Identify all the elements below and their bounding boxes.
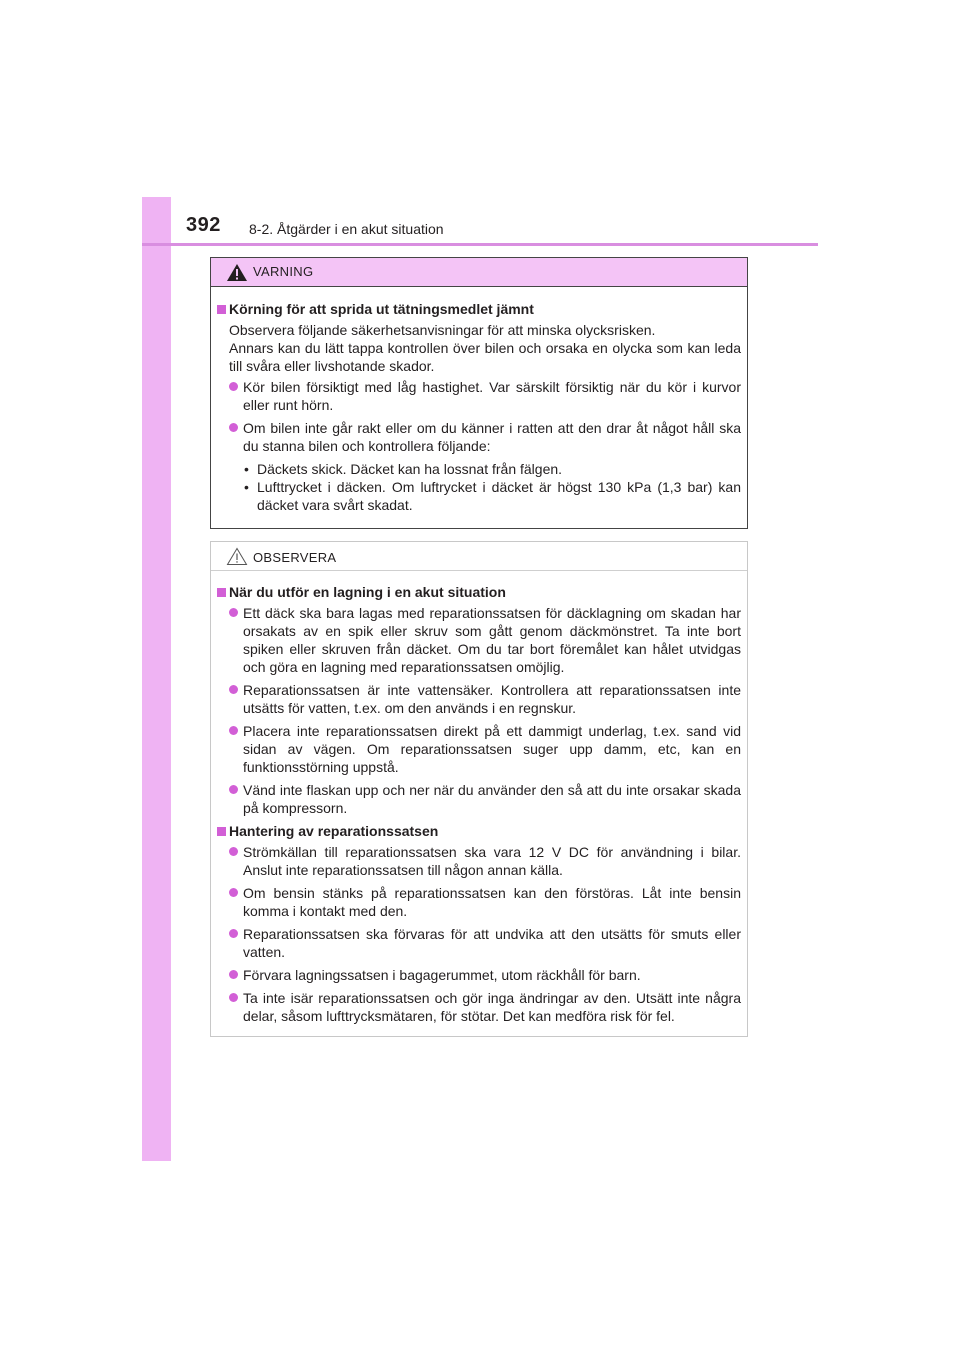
- bullet-icon: [229, 970, 238, 979]
- list-item: Om bilen inte går rakt eller om du känner i ratten att den drar åt något håll ska du stanna bilen och kontrollera följande:: [218, 419, 741, 455]
- warning-heading: Körning för att sprida ut tätningsmedlet jämnt: [217, 300, 741, 318]
- caution-outline-triangle-icon: [226, 547, 248, 566]
- list-item: Ta inte isär reparationssatsen och gör inga ändringar av den. Utsätt inte några delar, såsom lufttrycksmätaren, för stötar. Det kan medföra risk för fel.: [218, 989, 741, 1025]
- warning-intro-2: Annars kan du lätt tappa kontrollen över bilen och orsaka en olycka som kan leda till svåra eller livshotande skador.: [229, 340, 741, 374]
- list-item: Kör bilen försiktigt med låg hastighet. Var särskilt försiktig när du kör i kurvor eller runt hörn.: [218, 378, 741, 414]
- bullet-icon: [229, 847, 238, 856]
- chapter-side-tab: [142, 197, 171, 1161]
- bullet-icon: [229, 993, 238, 1002]
- header-rule: [142, 243, 818, 246]
- sub-list-item: • Däckets skick. Däcket kan ha lossnat från fälgen.: [244, 461, 563, 477]
- notice-box: [210, 541, 748, 1037]
- warning-header: [211, 258, 747, 287]
- bullet-icon: [229, 608, 238, 617]
- sub-list-item: • Lufttrycket i däcken. Om luftrycket i däcket är högst 130 kPa (1,3 bar) kan däcket vara svårt skadat.: [244, 479, 741, 513]
- bullet-icon: [229, 382, 238, 391]
- list-item: Förvara lagningssatsen i bagagerummet, utom räckhåll för barn.: [218, 966, 741, 984]
- notice-heading-handling: Hantering av reparationssatsen: [217, 822, 741, 840]
- bullet-icon: [229, 726, 238, 735]
- warning-box: [210, 257, 748, 529]
- notice-header: [211, 542, 747, 571]
- notice-label: OBSERVERA: [253, 550, 337, 565]
- notice-body: [211, 571, 747, 1025]
- bullet-icon: [229, 785, 238, 794]
- list-item: Om bensin stänks på reparationssatsen kan den förstöras. Låt inte bensin komma i kontakt med den.: [218, 884, 741, 920]
- list-item: Strömkällan till reparationssatsen ska vara 12 V DC för användning i bilar. Anslut inte reparationssatsen till någon annan källa.: [218, 843, 741, 879]
- notice-heading-repair: När du utför en lagning i en akut situation: [217, 583, 741, 601]
- list-item: Ett däck ska bara lagas med reparationssatsen för däcklagning om skadan har orsakats av en spik eller skruv som gått genom däckmönstret. Ta inte bort spiken eller skruven från däcket. Om du tar bort föremålet kan hålet utvidgas och göra en lagning med reparationssatsen omöjlig.: [218, 604, 741, 676]
- sub-bullet-marker: •: [244, 461, 249, 477]
- bullet-icon: [229, 888, 238, 897]
- list-item: Reparationssatsen ska förvaras för att undvika att den utsätts för smuts eller vatten.: [218, 925, 741, 961]
- bullet-icon: [229, 929, 238, 938]
- list-item: Vänd inte flaskan upp och ner när du använder den så att du inte orsakar skada på kompressorn.: [218, 781, 741, 817]
- list-item: Reparationssatsen är inte vattensäker. Kontrollera att reparationssatsen inte utsätts för vatten, t.ex. om den används i en regnskur.: [218, 681, 741, 717]
- warning-body: [211, 287, 747, 514]
- warning-label: VARNING: [253, 264, 314, 279]
- warning-triangle-icon: [226, 263, 248, 282]
- section-title: 8-2. Åtgärder i en akut situation: [249, 221, 444, 237]
- sub-bullet-marker: •: [244, 479, 249, 495]
- warning-intro-1: Observera följande säkerhetsanvisningar för att minska olycksrisken.: [229, 322, 656, 338]
- bullet-icon: [229, 685, 238, 694]
- list-item: Placera inte reparationssatsen direkt på ett dammigt underlag, t.ex. sand vid sidan av vägen. Om reparationssatsen suger upp damm, etc, kan en funktionsstörning uppstå.: [218, 722, 741, 776]
- page-number: 392: [186, 214, 221, 236]
- bullet-icon: [229, 423, 238, 432]
